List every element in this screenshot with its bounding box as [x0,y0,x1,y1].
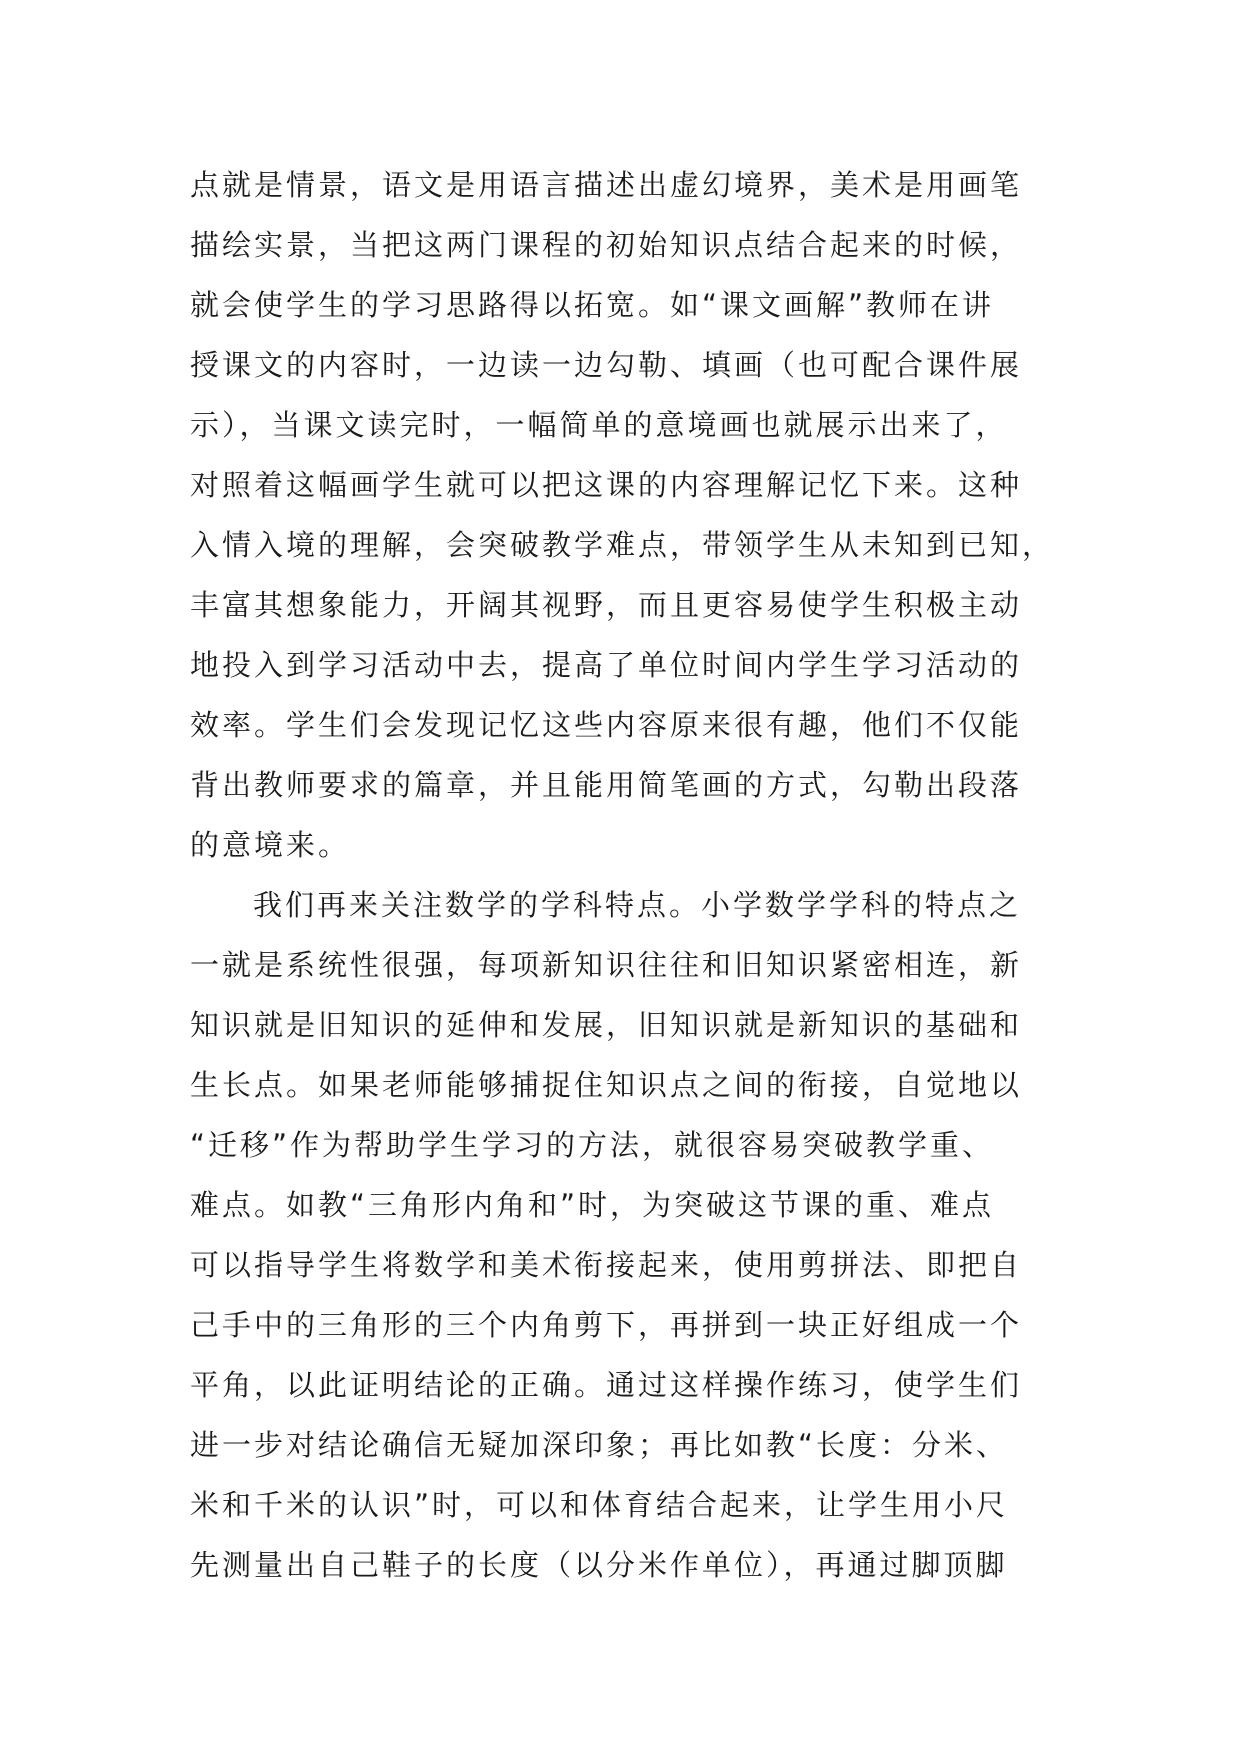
text-line: 描绘实景，当把这两门课程的初始知识点结合起来的时候， [190,228,1023,262]
body-text [190,155,1070,1595]
text-line: 丰富其想象能力，开阔其视野，而且更容易使学生积极主动 [190,588,1023,622]
text-line: 对照着这幅画学生就可以把这课的内容理解记忆下来。这种 [190,468,1023,502]
text-line: 先测量出自己鞋子的长度（以分米作单位），再通过脚顶脚 [190,1548,1008,1582]
text-line: 进一步对结论确信无疑加深印象；再比如教“长度：分米、 [190,1428,1009,1462]
text-line: 效率。学生们会发现记忆这些内容原来很有趣，他们不仅能 [190,708,1023,742]
text-line: 生长点。如果老师能够捕捉住知识点之间的衔接，自觉地以 [190,1068,1023,1102]
text-line: 示），当课文读完时，一幅简单的意境画也就展示出来了， [190,408,1008,442]
text-line: 可以指导学生将数学和美术衔接起来，使用剪拼法、即把自 [190,1248,1023,1282]
text-line: 的意境来。 [190,828,351,862]
text-line: 入情入境的理解，会突破教学难点，带领学生从未知到已知， [190,528,1055,562]
text-line: 难点。如教“三角形内角和”时，为突破这节课的重、难点 [190,1188,995,1222]
text-line: 己手中的三角形的三个内角剪下，再拼到一块正好组成一个 [190,1308,1023,1342]
text-line: “迁移”作为帮助学生学习的方法，就很容易突破教学重、 [190,1128,995,1162]
paragraph-first-line: 我们再来关注数学的学科特点。小学数学学科的特点之 [253,888,1022,922]
text-line: 平角，以此证明结论的正确。通过这样操作练习，使学生们 [190,1368,1023,1402]
text-line: 地投入到学习活动中去，提高了单位时间内学生学习活动的 [190,648,1023,682]
text-line: 一就是系统性很强，每项新知识往往和旧知识紧密相连，新 [190,948,1023,982]
text-line: 点就是情景，语文是用语言描述出虚幻境界，美术是用画笔 [190,168,1023,202]
text-line: 授课文的内容时，一边读一边勾勒、填画（也可配合课件展 [190,348,1023,382]
text-line: 米和千米的认识”时，可以和体育结合起来，让学生用小尺 [190,1488,1009,1522]
text-line: 背出教师要求的篇章，并且能用简笔画的方式，勾勒出段落 [190,768,1023,802]
text-line: 知识就是旧知识的延伸和发展，旧知识就是新知识的基础和 [190,1008,1023,1042]
text-line: 就会使学生的学习思路得以拓宽。如“课文画解”教师在讲 [190,288,995,322]
